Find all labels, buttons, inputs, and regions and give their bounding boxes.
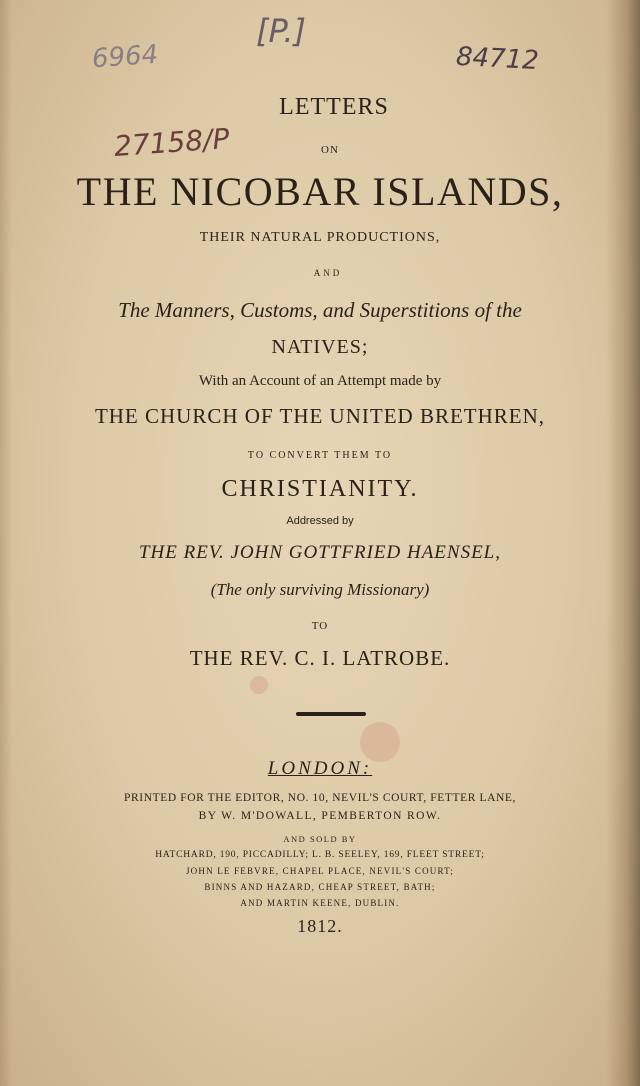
subtitle-natives: NATIVES;	[271, 336, 369, 358]
title-letters: LETTERS	[279, 94, 389, 120]
subtitle-manners: The Manners, Customs, and Superstitions of the	[118, 298, 522, 322]
stain-mark	[250, 676, 268, 694]
to-label: TO	[311, 620, 329, 632]
imprint-year: 1812.	[297, 916, 343, 936]
author-name: THE REV. JOHN GOTTFRIED HAENSEL,	[138, 542, 502, 563]
imprint-seller4: AND MARTIN KEENE, DUBLIN.	[240, 898, 400, 908]
imprint-printed-line2: BY W. M'DOWALL, PEMBERTON ROW.	[198, 810, 442, 822]
stain-mark	[360, 722, 400, 762]
imprint-seller1: HATCHARD, 190, PICCADILLY; L. B. SEELEY, 169, FLEET STREET;	[155, 850, 485, 860]
annotation-top-center: [P.]	[256, 12, 307, 50]
subtitle-and: AND	[313, 268, 343, 278]
subtitle-christianity: CHRISTIANITY.	[221, 476, 419, 502]
imprint-place: LONDON:	[267, 758, 373, 779]
subtitle-convert: TO CONVERT THEM TO	[247, 450, 393, 461]
annotation-shelfmark: 27158/P	[112, 122, 231, 163]
subtitle-church: THE CHURCH OF THE UNITED BRETHREN,	[94, 404, 546, 428]
imprint-seller2: JOHN LE FEBVRE, CHAPEL PLACE, NEVIL'S COURT;	[185, 866, 455, 876]
imprint-sold-by: AND SOLD BY	[283, 834, 357, 844]
title-on: ON	[321, 144, 339, 156]
author-note: (The only surviving Missionary)	[210, 580, 430, 599]
imprint-seller3: BINNS AND HAZARD, CHEAP STREET, BATH;	[204, 882, 436, 892]
imprint-printed-line1: PRINTED FOR THE EDITOR, NO. 10, NEVIL'S COURT, FETTER LANE,	[124, 792, 516, 804]
recipient-name: THE REV. C. I. LATROBE.	[189, 646, 451, 670]
subtitle-account: With an Account of an Attempt made by	[198, 373, 442, 389]
title-main: THE NICOBAR ISLANDS,	[76, 169, 564, 214]
annotation-top-right: 84712	[455, 41, 540, 77]
annotation-top-left: 6964	[91, 39, 160, 75]
subtitle-productions: THEIR NATURAL PRODUCTIONS,	[199, 230, 441, 245]
addressed-by: Addressed by	[286, 515, 354, 527]
ornamental-rule	[296, 712, 366, 716]
